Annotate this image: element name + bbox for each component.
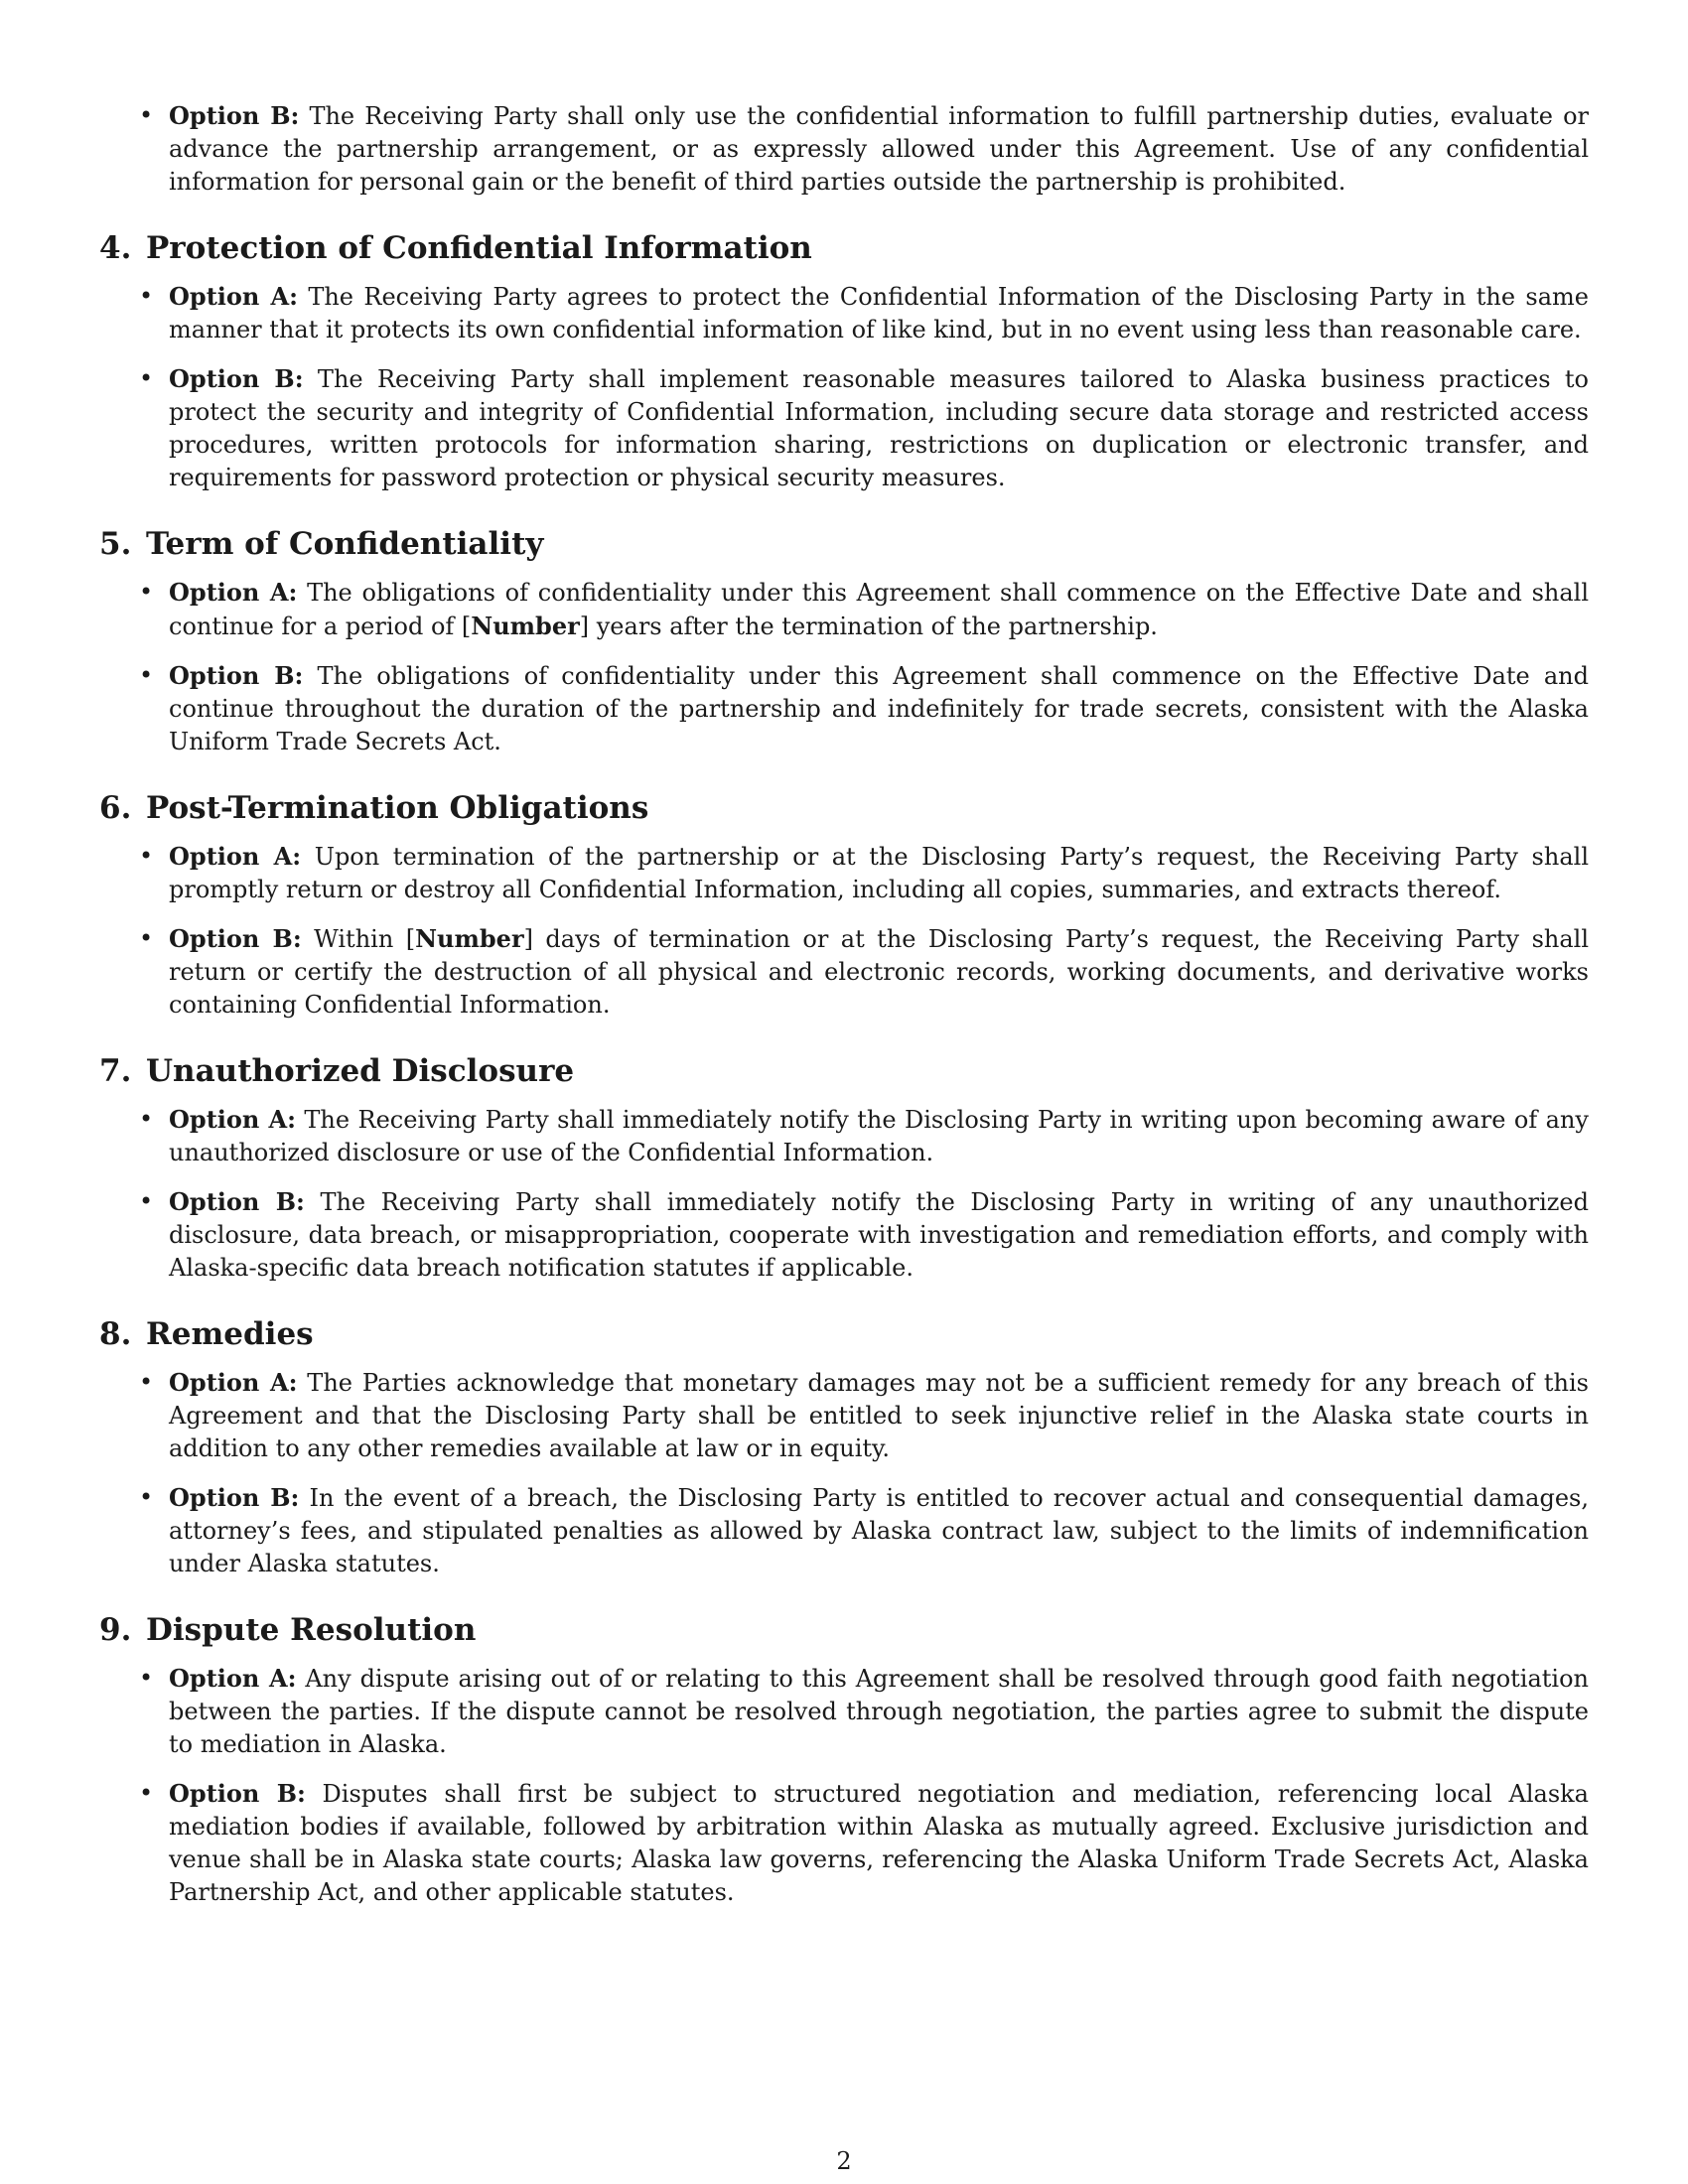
option-item	[99, 1103, 1589, 1169]
option-item	[99, 362, 1589, 494]
option-text: The Receiving Party shall implement reasonable measures tailored to Alaska business practices to protect the security and integrity of Confidential Information, including secure data storage and restricted access procedures, written protocols for information sharing, restrictions on duplication or electronic transfer, and requirements for password protection or physical security measures.	[169, 365, 1589, 491]
number-placeholder: Number	[415, 924, 524, 953]
option-item	[99, 1185, 1589, 1285]
option-text: The Receiving Party shall only use the confidential information to fulfill partnership duties, evaluate or advance the partnership arrangement, or as expressly allowed under this Agreement. Use of any confidential information for personal gain or the benefit of third parties outside the partnership is prohibited.	[169, 102, 1589, 196]
number-placeholder: Number	[471, 612, 580, 640]
option-item	[99, 99, 1589, 199]
section-protection	[99, 228, 1589, 494]
section-number: 6.	[99, 790, 132, 826]
section-heading	[99, 228, 1589, 268]
section-remedies	[99, 1314, 1589, 1580]
section-post-termination	[99, 788, 1589, 1022]
option-list	[99, 280, 1589, 494]
bullet-icon: •	[139, 924, 154, 952]
option-label: Option B:	[169, 1483, 300, 1512]
section-title: Unauthorized Disclosure	[146, 1053, 575, 1089]
option-text: The Receiving Party shall immediately notify the Disclosing Party in writing upon becoming aware of any unauthorized disclosure or use of the Confidential Information.	[169, 1106, 1589, 1166]
section-title: Remedies	[146, 1316, 314, 1352]
section-number: 4.	[99, 230, 132, 266]
option-item	[99, 1662, 1589, 1761]
section-number: 7.	[99, 1053, 132, 1089]
section-title: Dispute Resolution	[146, 1612, 477, 1648]
option-text: In the event of a breach, the Disclosing Party is entitled to recover actual and consequential damages, attorney’s fees, and stipulated penalties as allowed by Alaska contract law, subject to the limits of indemnification under Alaska statutes.	[169, 1484, 1589, 1577]
option-item	[99, 840, 1589, 906]
bullet-icon: •	[139, 1483, 154, 1511]
bullet-icon: •	[139, 1187, 154, 1215]
option-item	[99, 1777, 1589, 1909]
option-text: Any dispute arising out of or relating to this Agreement shall be resolved through good faith negotiation between the parties. If the dispute cannot be resolved through negotiation, the parties agree to submit the dispute to mediation in Alaska.	[169, 1665, 1590, 1758]
section-heading	[99, 1314, 1589, 1354]
bullet-icon: •	[139, 1664, 154, 1692]
option-text: The obligations of confidentiality under this Agreement shall commence on the Effective Date and shall continue for a period of [	[169, 579, 1590, 640]
bullet-icon: •	[139, 578, 154, 606]
section-heading	[99, 788, 1589, 828]
bullet-icon: •	[139, 282, 154, 310]
option-text: Within [	[301, 925, 416, 953]
bullet-icon: •	[139, 661, 154, 689]
option-list	[99, 840, 1589, 1022]
option-text: ] years after the termination of the partnership.	[579, 613, 1158, 640]
option-label: Option B:	[169, 101, 300, 130]
option-text: The Receiving Party agrees to protect the Confidential Information of the Disclosing Party in the same manner that it protects its own confidential information of like kind, but in no event using less than reasonable care.	[169, 283, 1590, 343]
section-dispute-resolution	[99, 1610, 1589, 1909]
section-title: Post-Termination Obligations	[146, 790, 649, 826]
option-list	[99, 1103, 1589, 1285]
option-label: Option A:	[169, 842, 302, 871]
option-label: Option A:	[169, 282, 298, 311]
section-heading	[99, 1051, 1589, 1091]
option-label: Option B:	[169, 924, 302, 953]
option-item	[99, 1366, 1589, 1465]
option-list	[99, 1366, 1589, 1580]
option-item	[99, 659, 1589, 758]
section-title: Term of Confidentiality	[146, 526, 544, 562]
bullet-icon: •	[139, 101, 154, 129]
bullet-icon: •	[139, 842, 154, 870]
bullet-icon: •	[139, 1779, 154, 1807]
option-label: Option A:	[169, 1105, 296, 1134]
bullet-icon: •	[139, 1368, 154, 1396]
section-number: 8.	[99, 1316, 132, 1352]
option-text: Disputes shall first be subject to structured negotiation and mediation, referencing local Alaska mediation bodies if available, followed by arbitration within Alaska as mutually agreed. Exclusive jurisdiction and venue shall be in Alaska state courts; Alaska law governs, referencing the Alaska Uniform Trade Secrets Act, Alaska Partnership Act, and other applicable statutes.	[169, 1780, 1589, 1906]
option-list	[99, 1662, 1589, 1909]
option-text: Upon termination of the partnership or at the Disclosing Party’s request, the Receiving Party shall promptly return or destroy all Confidential Information, including all copies, summaries, and extracts thereof.	[169, 843, 1589, 903]
page-number: 2	[836, 2147, 852, 2175]
option-label: Option A:	[169, 578, 298, 607]
document-page	[99, 99, 1589, 1925]
continued-option-list	[99, 99, 1589, 199]
section-title: Protection of Confidential Information	[146, 230, 812, 266]
option-item	[99, 1481, 1589, 1580]
option-label: Option B:	[169, 1779, 306, 1808]
option-label: Option B:	[169, 364, 304, 393]
bullet-icon: •	[139, 1105, 154, 1133]
section-unauthorized-disclosure	[99, 1051, 1589, 1285]
option-text: The Receiving Party shall immediately notify the Disclosing Party in writing of any unauthorized disclosure, data breach, or misappropriation, cooperate with investigation and remediation efforts, and comply with Alaska-specific data breach notification statutes if applicable.	[169, 1188, 1589, 1282]
option-list	[99, 576, 1589, 758]
section-term	[99, 524, 1589, 758]
option-label: Option B:	[169, 1187, 305, 1216]
option-item	[99, 576, 1589, 643]
bullet-icon: •	[139, 364, 154, 392]
option-label: Option B:	[169, 661, 304, 690]
option-label: Option A:	[169, 1368, 298, 1397]
option-label: Option A:	[169, 1664, 297, 1693]
section-heading	[99, 524, 1589, 564]
option-item	[99, 280, 1589, 346]
option-text: The Parties acknowledge that monetary damages may not be a sufficient remedy for any breach of this Agreement and that the Disclosing Party shall be entitled to seek injunctive relief in the Alaska state courts in addition to any other remedies available at law or in equity.	[169, 1369, 1590, 1462]
section-heading	[99, 1610, 1589, 1650]
section-number: 9.	[99, 1612, 132, 1648]
section-number: 5.	[99, 526, 132, 562]
option-text: The obligations of confidentiality under this Agreement shall commence on the Effective Date and continue throughout the duration of the partnership and indefinitely for trade secrets, consistent with the Alaska Uniform Trade Secrets Act.	[169, 662, 1589, 755]
option-text: ] days of termination or at the Disclosing Party’s request, the Receiving Party shall return or certify the destruction of all physical and electronic records, working documents, and derivative works containing Confidential Information.	[169, 925, 1589, 1019]
option-item	[99, 922, 1589, 1022]
